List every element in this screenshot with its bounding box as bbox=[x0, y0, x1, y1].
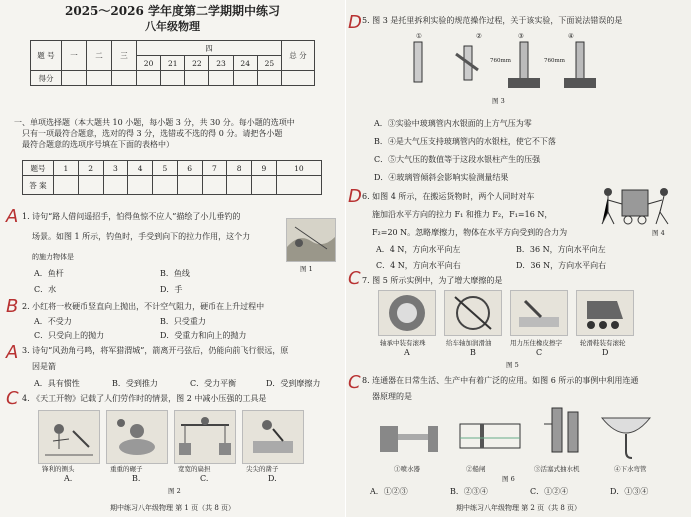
question-text: 5. 图 3 是托里拆利实验的规范操作过程，关于该实验，下面说法错误的是 bbox=[362, 16, 623, 25]
figure-3-label: ③ bbox=[518, 32, 524, 40]
option: C．水 bbox=[34, 285, 57, 294]
figure-caption: 锋利的铡头 bbox=[42, 465, 75, 473]
option: A．③实验中玻璃管内水银面的上方气压为零 bbox=[374, 119, 532, 128]
option: D．④玻璃管倾斜会影响实验测量结果 bbox=[374, 173, 509, 182]
option: B．鱼线 bbox=[160, 269, 190, 278]
score-sub-cell: 22 bbox=[185, 56, 209, 71]
figure-6-image bbox=[376, 404, 656, 460]
figure-2c-image bbox=[174, 410, 236, 464]
figure-2d-image bbox=[242, 410, 304, 464]
score-header-cell: 一 bbox=[62, 41, 87, 71]
figure-3-label: 760mm bbox=[544, 58, 565, 64]
figure-caption: ②船闸 bbox=[466, 465, 486, 473]
score-sub-cell: 24 bbox=[233, 56, 257, 71]
option: C．⑤大气压的数值等于这段水银柱产生的压强 bbox=[374, 155, 541, 164]
answer-cell: 4 bbox=[128, 161, 153, 176]
handwritten-answer: A bbox=[6, 206, 19, 227]
option: C．①②④ bbox=[530, 487, 569, 496]
figure-3-image bbox=[408, 40, 598, 92]
option-letter: A bbox=[404, 348, 410, 357]
option: D．受到摩擦力 bbox=[266, 379, 321, 388]
question-text: 场景。如图 1 所示，钓鱼时，手受到向下的拉力作用，这个力 bbox=[32, 232, 251, 241]
question-text: 3. 诗句“风劲角弓鸣，将军猎渭城”，箭离开弓弦后，仍能向前飞行很远，原 bbox=[22, 346, 289, 355]
handwritten-answer: D bbox=[348, 12, 362, 33]
figure-label: 图 5 bbox=[506, 361, 519, 369]
figure-caption: 轮滑鞋装有滚轮 bbox=[580, 339, 626, 347]
page-footer: 期中练习八年级物理 第 1 页（共 8 页） bbox=[109, 504, 236, 512]
figure-caption: ①喷水器 bbox=[394, 465, 420, 473]
figure-2b-image bbox=[106, 410, 168, 464]
option: B．36 N，方向水平向左 bbox=[516, 245, 606, 254]
figure-5c-image bbox=[510, 290, 568, 336]
question-text: 的施力物体是 bbox=[32, 253, 74, 261]
option: A．鱼杆 bbox=[34, 269, 64, 278]
question-text: 因是箭 bbox=[32, 362, 56, 371]
option: C．只受向上的抛力 bbox=[34, 331, 105, 340]
section-1-line: 最符合题意的选项序号填在下面的表格中） bbox=[22, 140, 174, 149]
answer-cell: 题号 bbox=[23, 161, 54, 176]
score-table bbox=[30, 40, 315, 86]
option-letter: C. bbox=[200, 474, 209, 483]
option: C．受力平衡 bbox=[190, 379, 237, 388]
score-header-cell: 四 bbox=[137, 41, 282, 56]
figure-3-label: ① bbox=[416, 32, 422, 40]
option-letter: B. bbox=[132, 474, 141, 483]
option: A．不受力 bbox=[34, 317, 72, 326]
figure-caption: 给车轴加润滑油 bbox=[446, 339, 492, 347]
option-letter: D bbox=[602, 348, 609, 357]
figure-label: 图 1 bbox=[300, 265, 313, 273]
score-sub-cell: 23 bbox=[209, 56, 233, 71]
score-sub-cell: 20 bbox=[137, 56, 161, 71]
question-text: 4. 《天工开物》记载了人们劳作时的情景，图 2 中减小压强的工具是 bbox=[22, 394, 267, 403]
section-1-line: 只有一项最符合题意，选对的得 3 分，选错或不选的得 0 分。请把各小题 bbox=[22, 129, 283, 138]
exam-page-1 bbox=[0, 0, 345, 517]
question-text: 器原理的是 bbox=[372, 392, 412, 401]
figure-5a-image bbox=[378, 290, 436, 336]
score-sub-cell: 25 bbox=[257, 56, 281, 71]
figure-2a-image bbox=[38, 410, 100, 464]
handwritten-answer: D bbox=[348, 186, 362, 207]
option: B．只受重力 bbox=[160, 317, 206, 326]
handwritten-answer: B bbox=[6, 296, 19, 317]
answer-cell: 1 bbox=[54, 161, 79, 176]
option: D．36 N，方向水平向右 bbox=[516, 261, 607, 270]
exam-title: 2025～2026 学年度第二学期期中练习 bbox=[65, 4, 280, 18]
option: D．①③④ bbox=[610, 487, 649, 496]
option: A．具有惯性 bbox=[34, 379, 80, 388]
question-text: 7. 图 5 所示实例中，为了增大摩擦的是 bbox=[362, 276, 503, 285]
figure-3-label: ④ bbox=[568, 32, 574, 40]
figure-5d-image bbox=[576, 290, 634, 336]
answer-cell: 3 bbox=[103, 161, 128, 176]
handwritten-answer: C bbox=[348, 372, 361, 393]
section-1-line: 一、单项选择题（本大题共 10 小题，每小题 3 分，共 30 分。每小题的选项中 bbox=[14, 118, 295, 127]
figure-5b-image bbox=[444, 290, 502, 336]
answer-cell: 答 案 bbox=[23, 176, 54, 195]
answer-cell: 6 bbox=[177, 161, 202, 176]
answer-cell: 9 bbox=[252, 161, 277, 176]
score-header-cell: 二 bbox=[87, 41, 112, 71]
exam-subject: 八年级物理 bbox=[145, 20, 200, 33]
answer-cell: 2 bbox=[78, 161, 103, 176]
figure-4-image bbox=[594, 182, 680, 228]
handwritten-answer: A bbox=[6, 342, 19, 363]
figure-label: 图 4 bbox=[652, 229, 665, 237]
score-header-cell: 三 bbox=[112, 41, 137, 71]
answer-table bbox=[22, 160, 322, 195]
figure-label: 图 6 bbox=[502, 475, 515, 483]
figure-caption: 轴承中装有滚珠 bbox=[380, 339, 426, 347]
figure-label: 图 3 bbox=[492, 97, 505, 105]
figure-3-label: ② bbox=[476, 32, 482, 40]
option: D．受重力和向上的抛力 bbox=[160, 331, 247, 340]
option-letter: A. bbox=[64, 474, 73, 483]
score-header-cell: 题 号 bbox=[31, 41, 62, 71]
question-text: F₂=20 N。忽略摩擦力，物体在水平方向受到的合力为 bbox=[372, 228, 568, 237]
handwritten-answer: C bbox=[348, 268, 361, 289]
handwritten-answer: C bbox=[6, 388, 19, 409]
answer-cell: 10 bbox=[276, 161, 321, 176]
question-text: 施加沿水平方向的拉力 F₁ 和推力 F₂，F₁=16 N， bbox=[372, 210, 553, 219]
option-letter: B bbox=[470, 348, 476, 357]
page-footer: 期中练习八年级物理 第 2 页（共 8 页） bbox=[455, 504, 582, 512]
question-text: 1. 诗句“路人借问遥招手，怕得鱼惊不应人”描绘了小儿垂钓的 bbox=[22, 212, 241, 221]
option: D．手 bbox=[160, 285, 183, 294]
option: B．④是大气压支持玻璃管内的水银柱，使它不下落 bbox=[374, 137, 556, 146]
option: A．4 N，方向水平向左 bbox=[376, 245, 461, 254]
figure-1-image bbox=[286, 218, 336, 262]
score-row-label: 得分 bbox=[31, 71, 62, 86]
option-letter: D. bbox=[268, 474, 277, 483]
figure-caption: 尖尖的凿子 bbox=[246, 465, 279, 473]
option: B．受到推力 bbox=[112, 379, 158, 388]
exam-page-2 bbox=[346, 0, 691, 517]
figure-caption: 重重的碾子 bbox=[110, 465, 143, 473]
answer-cell: 7 bbox=[202, 161, 227, 176]
option: C．4 N，方向水平向右 bbox=[376, 261, 461, 270]
question-text: 6. 如图 4 所示，在搬运货物时，两个人同时对车 bbox=[362, 192, 535, 201]
figure-caption: 用力压住橡皮擦字 bbox=[510, 339, 562, 347]
option: A．①②③ bbox=[370, 487, 408, 496]
score-header-cell: 总 分 bbox=[282, 41, 315, 71]
figure-caption: ④下水弯管 bbox=[614, 465, 647, 473]
figure-caption: ③活塞式抽水机 bbox=[534, 465, 580, 473]
option: B．②③④ bbox=[450, 487, 488, 496]
figure-label: 图 2 bbox=[168, 487, 181, 495]
answer-cell: 8 bbox=[227, 161, 252, 176]
option-letter: C bbox=[536, 348, 543, 357]
score-sub-cell: 21 bbox=[161, 56, 185, 71]
figure-3-label: 760mm bbox=[490, 58, 511, 64]
question-text: 2. 小红将一枚硬币竖直向上抛出，不计空气阻力，硬币在上升过程中 bbox=[22, 302, 265, 311]
figure-caption: 宽宽的扁担 bbox=[178, 465, 211, 473]
answer-cell: 5 bbox=[153, 161, 178, 176]
question-text: 8. 连通器在日常生活、生产中有着广泛的应用。如图 6 所示的事例中利用连通 bbox=[362, 376, 639, 385]
